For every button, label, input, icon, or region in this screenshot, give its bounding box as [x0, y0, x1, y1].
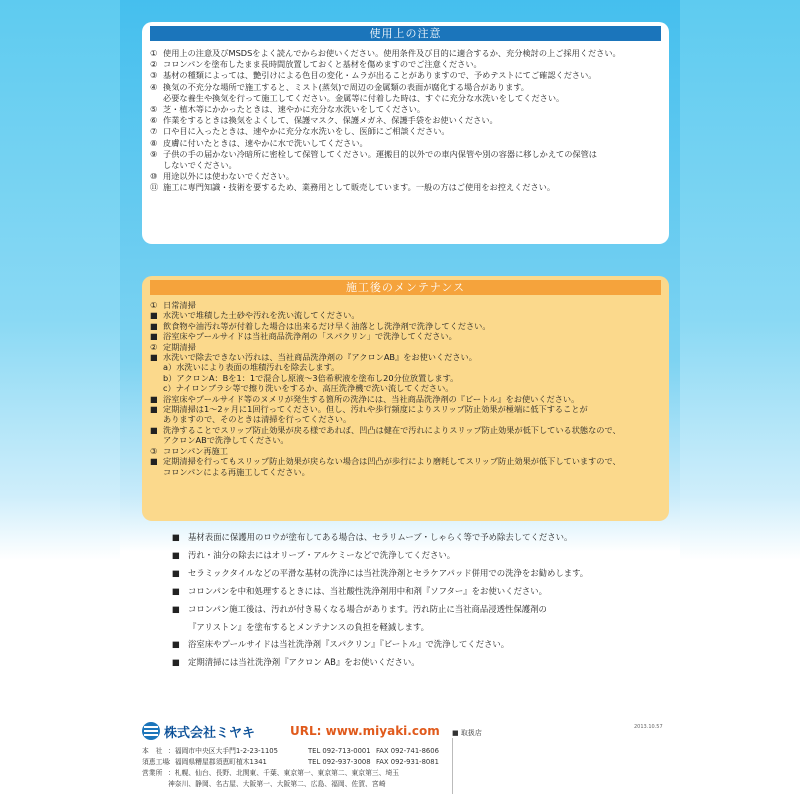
- item-marker: ■: [172, 585, 180, 596]
- maintenance-item: [150, 362, 661, 372]
- phone-number: [308, 768, 376, 779]
- tip-item: [172, 547, 672, 565]
- item-text: 皮膚に付いたときは、速やかに水で洗いしてください。: [163, 137, 368, 148]
- caution-item: [150, 59, 661, 70]
- item-marker: ②: [150, 59, 158, 70]
- item-marker: ■: [172, 639, 180, 650]
- item-text: しないでください。: [163, 160, 237, 171]
- maintenance-item: [150, 394, 661, 404]
- address-label: 須恵工場: [142, 758, 170, 766]
- caution-item: [150, 104, 661, 115]
- address-row: [142, 779, 439, 790]
- item-text: 定期清掃を行ってもスリップ防止効果が戻らない場合は凹凸が歩行により磨耗してスリップ防止効果が低下していますので、: [163, 456, 621, 467]
- item-text: セラミックタイルなどの平滑な基材の洗浄には当社洗浄剤とセラケアパッド併用での洗浄をお勧めします。: [188, 567, 589, 578]
- maintenance-item: [150, 404, 661, 414]
- item-marker: ⑥: [150, 115, 158, 126]
- item-text: 基材の種類によっては、艶引けによる色目の変化・ムラが出ることがありますので、予めテストにてご確認ください。: [163, 70, 597, 81]
- item-text: 浴室床やプールサイドは当社洗浄剤『スパクリン』『ビートル』で洗浄してください。: [188, 639, 510, 650]
- item-marker: ⑤: [150, 104, 158, 115]
- item-text: 日常清掃: [163, 300, 196, 310]
- tip-item: [172, 654, 672, 672]
- item-marker: ■: [150, 456, 158, 467]
- item-marker: ①: [150, 300, 158, 310]
- caution-item: [150, 126, 661, 137]
- item-text: コロンパン施工後は、汚れが付き易くなる場合があります。汚れ防止に当社商品浸透性保護剤の: [188, 603, 547, 614]
- address-row: [142, 768, 439, 779]
- item-text: a）水洗いにより表面の堆積汚れを除去します。: [163, 362, 340, 373]
- item-text: 水洗いで除去できない汚れは、当社商品洗浄剤の『アクロンAB』をお使いください。: [163, 352, 477, 363]
- item-marker: ■: [150, 320, 158, 331]
- item-text: 用途以外には使わないでください。: [163, 171, 295, 182]
- item-text: 定期清掃は1～2ヶ月に1回行ってください。但し、汚れや歩行頻度によりスリップ防止効果が極端に低下することが: [163, 404, 588, 415]
- tip-item: [172, 565, 672, 583]
- address-row: [142, 757, 439, 768]
- address-label: 本 社: [142, 747, 163, 755]
- item-marker: ②: [150, 341, 158, 352]
- item-text: 定期清掃: [163, 341, 196, 352]
- item-marker: ■: [150, 331, 158, 342]
- address-text: 神奈川、静岡、名古屋、大阪第一、大阪第二、広島、福岡、佐賀、宮崎: [168, 780, 386, 788]
- caution-item: [150, 48, 661, 59]
- item-text: コロンパンを中和処理するときには、当社酸性洗浄剤用中和剤『ソフター』をお使いください。: [188, 585, 547, 596]
- item-text: 水洗いで堆積した土砂や汚れを洗い流してください。: [163, 310, 360, 321]
- item-text: 浴室床やプールサイド等のヌメリが発生する箇所の洗浄には、当社商品洗浄剤の『ビートル』をお使いください。: [163, 393, 580, 404]
- item-marker: ⑦: [150, 126, 158, 137]
- company-name: 株式会社ミヤキ: [164, 725, 256, 741]
- caution-item: [150, 138, 661, 149]
- maintenance-list: [150, 300, 661, 477]
- caution-item: [150, 182, 661, 193]
- address-text: ：福岡県糟屋郡須恵町植木1341: [168, 758, 267, 766]
- item-marker: [150, 435, 163, 445]
- cautions-panel: [142, 22, 669, 244]
- item-marker: [150, 160, 163, 171]
- caution-item: [150, 82, 661, 93]
- item-marker: ⑨: [150, 148, 158, 159]
- item-text: 基材表面に保護用のロウが塗布してある場合は、セラリムーブ・しゃらく等で予め除去してください。: [188, 532, 573, 542]
- caution-item: [150, 149, 661, 160]
- tip-item: [172, 583, 672, 601]
- tip-item: [172, 601, 672, 619]
- tip-item: [172, 619, 672, 637]
- item-marker: ■: [172, 567, 180, 578]
- company-logo: [142, 720, 280, 742]
- item-marker: ③: [150, 70, 158, 81]
- item-marker: ⑩: [150, 171, 158, 182]
- cautions-list: [150, 48, 661, 194]
- item-marker: [150, 467, 163, 477]
- address-row: [142, 746, 439, 757]
- maintenance-item: [150, 414, 661, 424]
- address-list: [142, 746, 439, 790]
- maintenance-item: [150, 310, 661, 320]
- item-text: 洗浄することでスリップ防止効果が戻る様であれば、凹凸は健在で汚れによりスリップ防止効果が低下している状態なので、: [163, 424, 621, 435]
- item-text: 浴室床やプールサイドは当社商品洗浄剤の「スパクリン」で洗浄してください。: [163, 331, 457, 342]
- item-marker: ■: [150, 310, 158, 321]
- footer: [142, 718, 682, 798]
- maintenance-item: [150, 435, 661, 445]
- caution-item: [150, 171, 661, 182]
- phone-number: TEL 092-713-0001: [308, 747, 371, 755]
- dealer-stamp-area: [452, 738, 668, 794]
- caution-item: [150, 115, 661, 126]
- item-text: 定期清掃には当社洗浄剤『アクロン AB』をお使いください。: [188, 657, 420, 668]
- item-text: 汚れ・油分の除去にはオリーブ・アルケミーなどで洗浄してください。: [188, 549, 456, 560]
- item-text: コロンパン再施工: [163, 445, 228, 456]
- company-logo-icon: [142, 722, 160, 740]
- item-marker: ④: [150, 81, 158, 92]
- caution-item: [150, 93, 661, 104]
- item-marker: ③: [150, 445, 158, 456]
- item-marker: [150, 373, 163, 383]
- caution-item: [150, 160, 661, 171]
- cautions-title: 使用上の注意: [150, 26, 661, 41]
- item-text: 必要な養生や換気を行って施工してください。金属等に付着した時は、すぐに充分な水洗いをしてください。: [163, 92, 565, 103]
- item-text: コロンパンを塗布したまま長時間放置しておくと基材を傷めますのでご注意ください。: [163, 59, 482, 70]
- phone-number: TEL 092-937-3008: [308, 758, 371, 766]
- tip-item: [172, 529, 672, 547]
- item-text: c）ナイロンブラシ等で擦り洗いをするか、高圧洗浄機で洗い流してください。: [163, 383, 454, 394]
- phone-number: [308, 779, 376, 790]
- maintenance-item: [150, 342, 661, 352]
- item-marker: ■: [150, 393, 158, 404]
- item-text: ありますので、そのときは清掃を行ってください。: [163, 414, 352, 425]
- item-marker: [150, 383, 163, 393]
- fax-number: FAX 092-931-8081: [376, 758, 439, 766]
- maintenance-item: [150, 446, 661, 456]
- maintenance-item: [150, 352, 661, 362]
- item-marker: [150, 362, 163, 372]
- address-text: ：札幌、仙台、長野、北関東、千葉、東京第一、東京第二、東京第三、埼玉: [168, 769, 400, 777]
- tips-list: [172, 529, 672, 672]
- item-marker: [150, 414, 163, 424]
- fax-number: FAX 092-741-8606: [376, 747, 439, 755]
- document-code: 2013.10.57: [634, 724, 663, 730]
- dealer-label: ■ 取扱店: [452, 729, 482, 737]
- item-marker: ⑪: [150, 182, 159, 193]
- item-marker: ■: [150, 352, 158, 363]
- maintenance-item: [150, 467, 661, 477]
- item-marker: [172, 619, 188, 637]
- item-text: 換気の不充分な場所で施工すると、ミスト(蒸気)で周辺の金属類の表面が腐化する場合があります。: [163, 81, 529, 92]
- item-text: 『アリストン』を塗布するとメンテナンスの負担を軽減します。: [188, 621, 430, 632]
- maintenance-item: [150, 300, 661, 310]
- item-text: 作業をするときは換気をよくして、保護マスク、保護メガネ、保護手袋をお使いください。: [163, 115, 498, 126]
- item-text: アクロンABで洗浄してください。: [163, 435, 289, 446]
- tip-item: [172, 636, 672, 654]
- address-text: ：福岡市中央区大手門1-2-23-1105: [168, 747, 278, 755]
- maintenance-item: [150, 373, 661, 383]
- item-marker: ■: [150, 424, 158, 435]
- item-marker: ①: [150, 48, 158, 58]
- maintenance-item: [150, 456, 661, 466]
- item-text: 口や目に入ったときは、速やかに充分な水洗いをし、医師にご相談ください。: [163, 126, 450, 137]
- item-text: コロンパンによる再施工してください。: [163, 466, 310, 477]
- maintenance-panel: [142, 276, 669, 521]
- item-text: 使用上の注意及びMSDSをよく読んでからお使いください。使用条件及び目的に適合するか、充分検討の上ご採用ください。: [163, 48, 621, 58]
- caution-item: [150, 70, 661, 81]
- item-marker: ■: [150, 404, 158, 415]
- item-marker: [150, 93, 163, 104]
- maintenance-item: [150, 321, 661, 331]
- item-marker: ■: [172, 549, 180, 560]
- maintenance-item: [150, 331, 661, 341]
- item-text: 施工に専門知識・技術を要するため、業務用として販売しています。一般の方はご使用をお控えください。: [163, 182, 556, 193]
- item-marker: ■: [172, 603, 180, 614]
- item-marker: ⑧: [150, 137, 158, 148]
- item-text: 芝・植木等にかかったときは、速やかに充分な水洗いをしてください。: [163, 104, 426, 115]
- address-label: [142, 779, 168, 790]
- address-label: 営業所: [142, 769, 163, 777]
- item-text: 子供の手の届かない冷暗所に密栓して保管してください。運搬目的以外での車内保管や別の容器に移しかえての保管は: [163, 148, 597, 159]
- maintenance-item: [150, 383, 661, 393]
- item-text: 飲食物や油汚れ等が付着した場合は出来るだけ早く油落とし洗浄剤で洗浄してください。: [163, 320, 491, 331]
- item-marker: ■: [172, 657, 180, 668]
- item-text: b）アクロンA：Bを1：1で混合し原液～3倍希釈液を塗布し20分位放置します。: [163, 372, 459, 383]
- maintenance-title: 施工後のメンテナンス: [150, 280, 661, 295]
- website-url[interactable]: URL: www.miyaki.com: [290, 724, 440, 738]
- item-marker: ■: [172, 532, 180, 542]
- maintenance-item: [150, 425, 661, 435]
